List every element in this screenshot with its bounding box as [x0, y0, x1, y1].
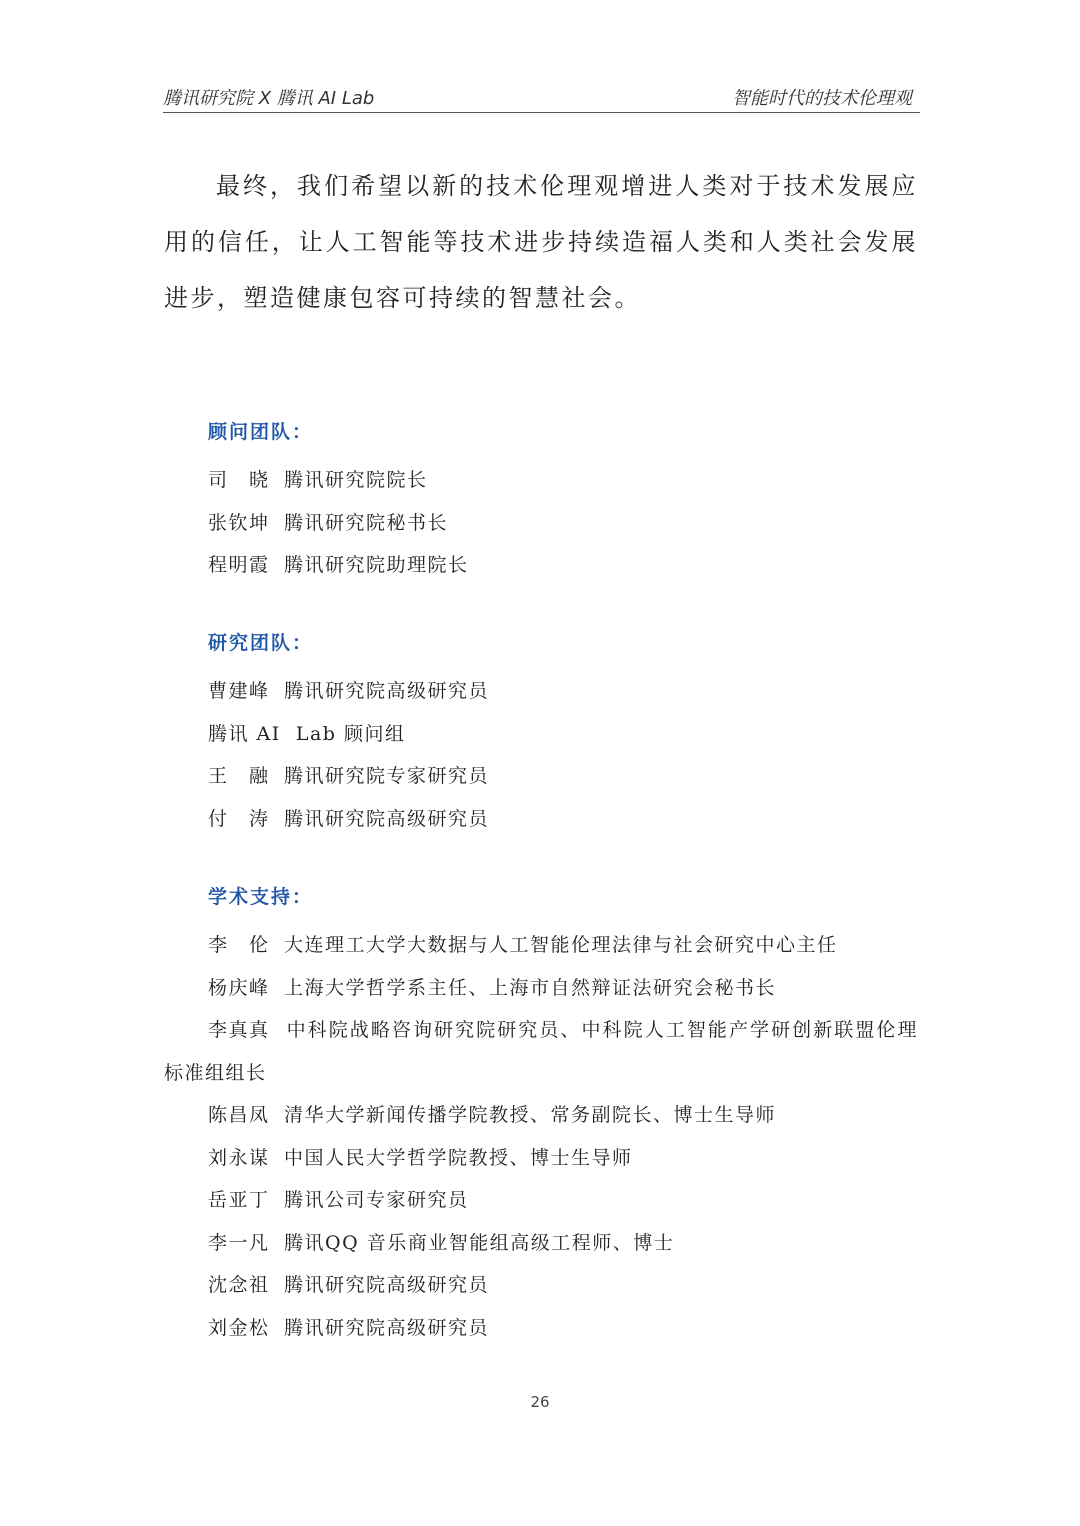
member-name: 曹建峰: [208, 680, 270, 702]
research-row: [208, 755, 918, 798]
advisor-row: [208, 502, 918, 545]
academic-row: [208, 1137, 918, 1180]
member-name: 付 涛: [208, 807, 270, 830]
member-name: 岳亚丁: [208, 1189, 270, 1211]
page-header: [163, 78, 920, 113]
member-name: 杨庆峰: [208, 976, 270, 999]
member-role: 腾讯研究院专家研究员: [284, 765, 490, 787]
member-role: 腾讯研究院高级研究员: [284, 680, 490, 702]
member-role: 腾讯公司专家研究员: [284, 1189, 469, 1211]
member-name: 张钦坤: [208, 511, 270, 534]
academic-row: [208, 1179, 918, 1222]
research-section: [208, 628, 918, 840]
member-name: 司 晓: [208, 469, 270, 491]
academic-title: 学术支持：: [208, 886, 314, 908]
header-right-title: 智能时代的技术伦理观: [732, 88, 912, 109]
academic-row: [208, 1264, 918, 1307]
advisors-title: 顾问团队：: [208, 421, 314, 443]
advisors-section: [208, 417, 918, 587]
member-role: 腾讯QQ 音乐商业智能组高级工程师、博士: [284, 1231, 675, 1254]
research-row: [208, 798, 918, 841]
member-name: 陈昌凤: [208, 1104, 270, 1126]
member-role: 大连理工大学大数据与人工智能伦理法律与社会研究中心主任: [284, 934, 838, 956]
academic-row: [208, 924, 918, 967]
member-name: 李一凡: [208, 1231, 270, 1254]
page-number: 26: [530, 1393, 550, 1411]
academic-row: [208, 1094, 918, 1137]
member-name: 李 伦: [208, 934, 270, 956]
closing-paragraph: 最终，我们希望以新的技术伦理观增进人类对于技术发展应用的信任，让人工智能等技术进步持续造福人类和人类社会发展进步，塑造健康包容可持续的智慧社会。: [164, 172, 918, 312]
member-name: 李真真: [208, 1019, 270, 1041]
academic-row: [208, 967, 918, 1010]
member-name: 刘永谋: [208, 1146, 270, 1169]
member-name: 王 融: [208, 765, 270, 787]
advisor-row: [208, 459, 918, 502]
member-name: 沈念祖: [208, 1274, 270, 1296]
academic-row: [164, 1009, 918, 1094]
member-role: 腾讯 AI Lab 顾问组: [208, 722, 406, 745]
member-role: 腾讯研究院高级研究员: [284, 1316, 490, 1339]
member-role: 腾讯研究院助理院长: [284, 554, 469, 576]
research-row: [208, 670, 918, 713]
academic-row: [208, 1307, 918, 1350]
academic-section: [164, 882, 918, 1349]
member-role: 中科院战略咨询研究院研究员、中科院人工智能产学研创新联盟伦理标准组组长: [164, 1019, 918, 1084]
member-name: 程明霞: [208, 554, 270, 576]
member-role: 中国人民大学哲学院教授、博士生导师: [284, 1146, 633, 1169]
academic-row: [208, 1222, 918, 1265]
member-role: 腾讯研究院高级研究员: [284, 807, 490, 830]
research-row: [208, 713, 918, 756]
member-role: 腾讯研究院院长: [284, 469, 428, 491]
member-role: 腾讯研究院高级研究员: [284, 1274, 490, 1296]
member-role: 清华大学新闻传播学院教授、常务副院长、博士生导师: [284, 1104, 777, 1126]
research-title: 研究团队：: [208, 632, 314, 654]
member-role: 上海大学哲学系主任、上海市自然辩证法研究会秘书长: [284, 976, 777, 999]
advisor-row: [208, 544, 918, 587]
member-role: 腾讯研究院秘书长: [284, 511, 449, 534]
header-left-title: 腾讯研究院 X 腾讯 AI Lab: [163, 88, 375, 109]
member-name: 刘金松: [208, 1316, 270, 1339]
